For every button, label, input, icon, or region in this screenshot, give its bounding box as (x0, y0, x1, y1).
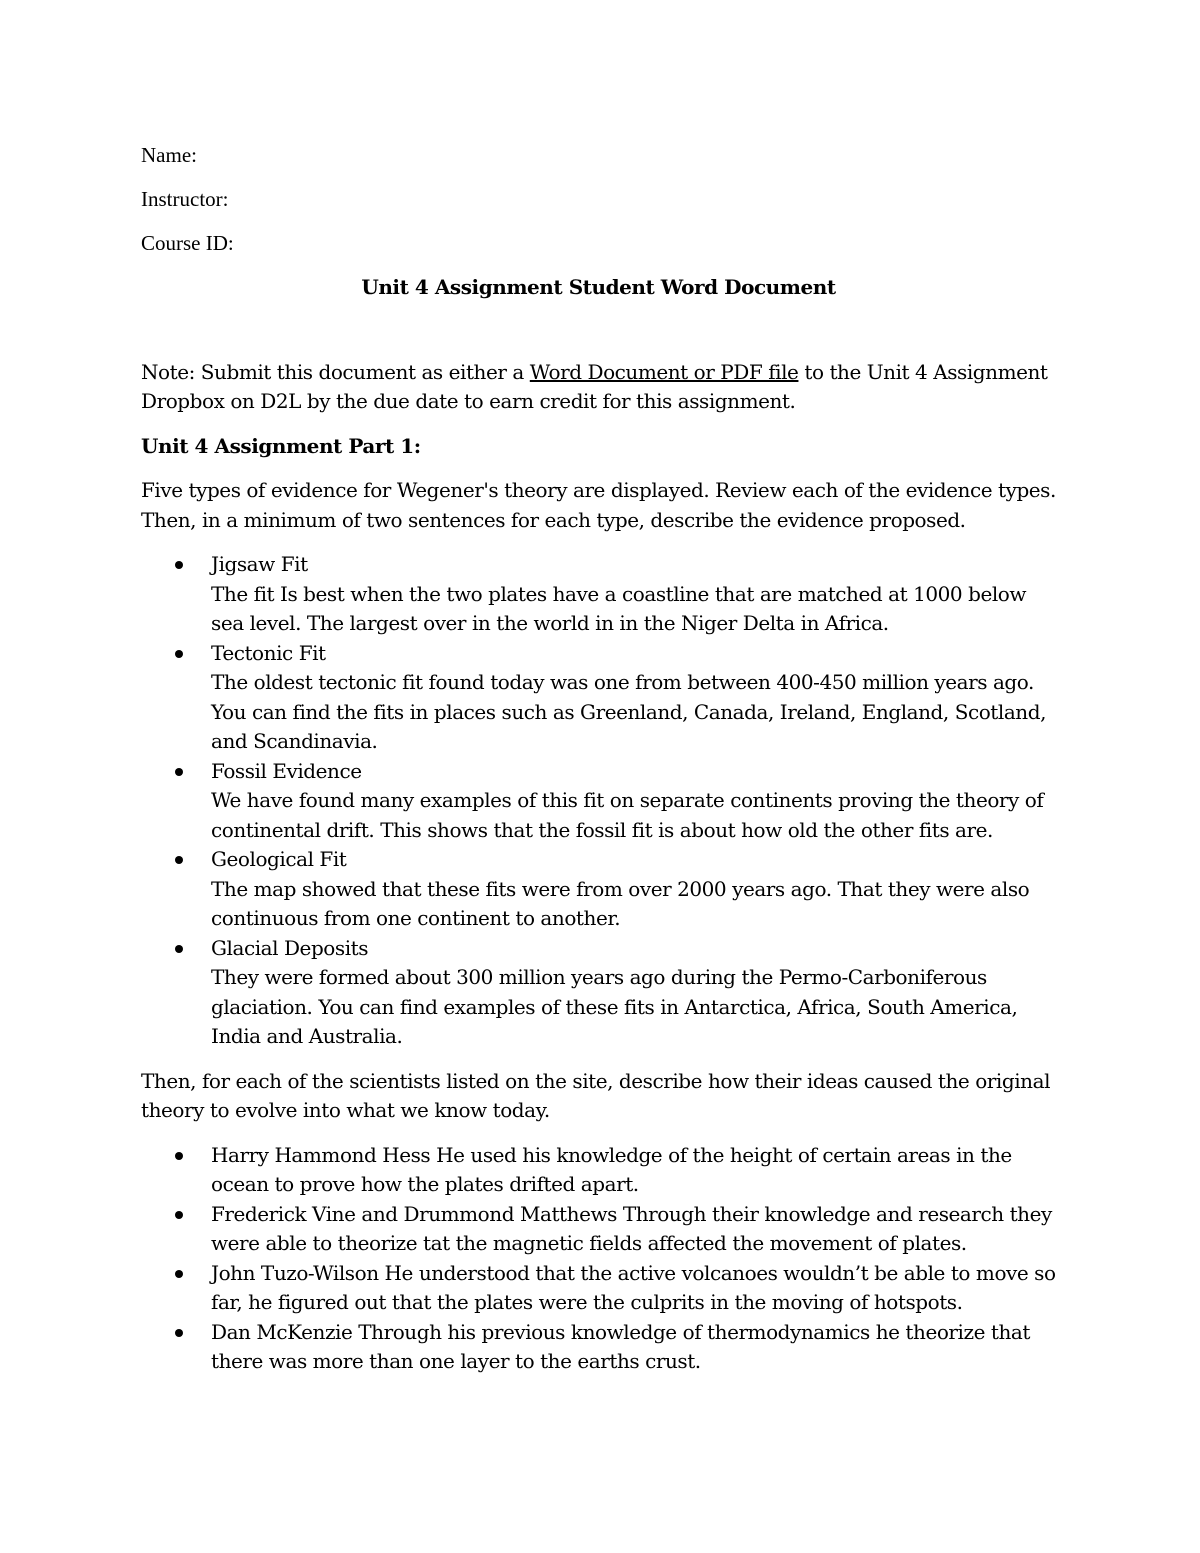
bullet-icon (175, 650, 183, 658)
list-item (141, 639, 1056, 757)
list-item (141, 845, 1056, 934)
evidence-description: They were formed about 300 million years ago during the Permo-Carboniferous glaciation. You can find examples of these fits in Antarctica, Africa, South America, India and Australia. (211, 965, 1018, 1048)
part1-intro: Five types of evidence for Wegener's theory are displayed. Review each of the evidence types. Then, in a minimum of two sentences for each type, describe the evidence proposed. (141, 478, 1056, 532)
evidence-title: Glacial Deposits (211, 935, 369, 960)
instructor-label: Instructor: (141, 187, 229, 211)
document-title: Unit 4 Assignment Student Word Document (361, 275, 836, 299)
scientist-entry: John Tuzo-Wilson He understood that the active volcanoes wouldn’t be able to move so far, he figured out that the plates were the culprits in the moving of hotspots. (211, 1260, 1056, 1314)
list-item (141, 1259, 1056, 1318)
bullet-icon (175, 1152, 183, 1160)
part1-heading: Unit 4 Assignment Part 1: (141, 433, 421, 458)
evidence-title: Jigsaw Fit (211, 552, 308, 576)
evidence-title: Tectonic Fit (211, 640, 326, 665)
scientist-entry: Harry Hammond Hess He used his knowledge of the height of certain areas in the ocean to prove how the plates drifted apart. (211, 1142, 1012, 1196)
submission-note (141, 358, 1056, 417)
evidence-description: The map showed that these fits were from over 2000 years ago. That they were also continuous from one continent to another. (211, 876, 1030, 930)
evidence-description: The oldest tectonic fit found today was one from between 400-450 million years ago. You can find the fits in places such as Greenland, Canada, Ireland, England, Scotland, and Scandinavia. (211, 670, 1047, 753)
scientist-entry: Dan McKenzie Through his previous knowledge of thermodynamics he theorize that there was more than one layer to the earths crust. (211, 1319, 1030, 1373)
file-format-link[interactable]: Word Document or PDF file (529, 359, 799, 384)
evidence-title: Geological Fit (211, 847, 347, 871)
bullet-icon (175, 1211, 183, 1219)
course-id-label: Course ID: (141, 231, 234, 255)
bullet-icon (175, 856, 183, 864)
note-prefix: Note: Submit this document as either a (141, 359, 530, 384)
evidence-list (141, 550, 1056, 1052)
evidence-description: The fit Is best when the two plates have a coastline that are matched at 1000 below sea level. The largest over in the world in in the Niger Delta in Africa. (211, 581, 1027, 635)
bullet-icon (175, 945, 183, 953)
scientists-intro: Then, for each of the scientists listed on the site, describe how their ideas caused the original theory to evolve into what we know today. (141, 1068, 1051, 1122)
bullet-icon (175, 1329, 183, 1337)
list-item (141, 550, 1056, 639)
list-item (141, 757, 1056, 846)
bullet-icon (175, 1270, 183, 1278)
list-item (141, 1200, 1056, 1259)
list-item (141, 1318, 1056, 1377)
scientist-entry: Frederick Vine and Drummond Matthews Through their knowledge and research they were able to theorize tat the magnetic fields affected the movement of plates. (211, 1201, 1052, 1255)
bullet-icon (175, 768, 183, 776)
list-item (141, 1141, 1056, 1200)
bullet-icon (175, 561, 183, 569)
name-label: Name: (141, 143, 197, 167)
list-item (141, 934, 1056, 1052)
document-page (141, 141, 1056, 1392)
evidence-title: Fossil Evidence (211, 758, 362, 783)
note-suffix: to the Unit 4 Assignment Dropbox on D2L by the due date to earn credit for this assignment. (141, 359, 1048, 413)
evidence-description: We have found many examples of this fit on separate continents proving the theory of continental drift. This shows that the fossil fit is about how old the other fits are. (211, 788, 1044, 842)
scientists-list (141, 1141, 1056, 1377)
